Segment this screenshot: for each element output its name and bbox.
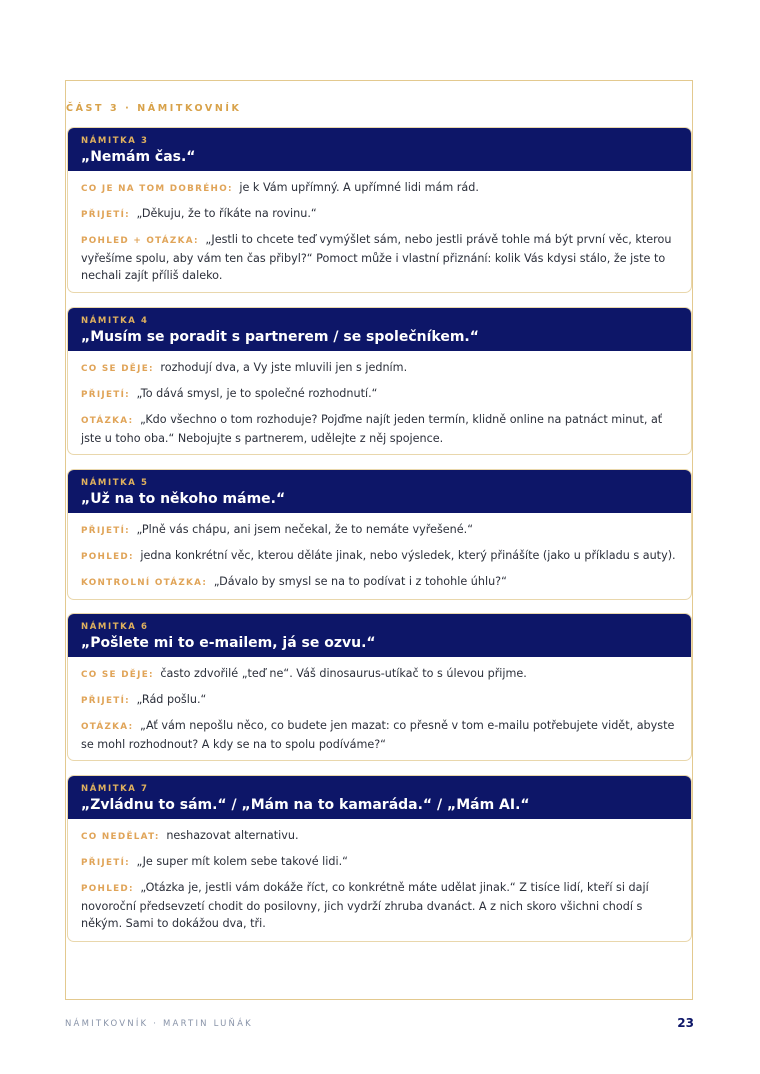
card-header — [68, 776, 691, 819]
row-label: PŘIJETÍ: — [81, 858, 130, 868]
row-label: OTÁZKA: — [81, 416, 134, 426]
card-body — [68, 171, 691, 293]
row-text: „Je super mít kolem sebe takové lidi.“ — [136, 855, 348, 868]
card-row — [81, 179, 678, 198]
row-label: PŘIJETÍ: — [81, 696, 130, 706]
row-label: POHLED: — [81, 884, 134, 894]
card-number: NÁMITKA 5 — [81, 478, 149, 488]
row-text: je k Vám upřímný. A upřímné lidi mám rád. — [239, 181, 479, 194]
row-text: rozhodují dva, a Vy jste mluvili jen s jedním. — [160, 361, 408, 374]
row-label: POHLED: — [81, 552, 134, 562]
row-text: „Dávalo by smysl se na to podívat i z tohohle úhlu?“ — [213, 575, 507, 588]
card-row — [81, 665, 678, 684]
row-text: „Kdo všechno o tom rozhoduje? Pojďme najít jeden termín, klidně online na patnáct minut, ať jste u toho oba.“ Nebojujte s partnerem, udělejte z něj spojence. — [81, 413, 663, 445]
card-title: „Pošlete mi to e-mailem, já se ozvu.“ — [81, 635, 376, 651]
card-header — [68, 308, 691, 351]
card-number: NÁMITKA 6 — [81, 622, 149, 632]
card-row — [81, 573, 678, 592]
row-label: CO NEDĚLAT: — [81, 832, 160, 842]
row-label: KONTROLNÍ OTÁZKA: — [81, 578, 208, 588]
card-row — [81, 359, 678, 378]
card-body — [68, 819, 691, 942]
row-label: CO SE DĚJE: — [81, 670, 154, 680]
footer-credit: NÁMITKOVNÍK · MARTIN LUŇÁK — [65, 1019, 253, 1029]
card-row — [81, 879, 678, 932]
card-number: NÁMITKA 3 — [81, 136, 149, 146]
row-label: POHLED + OTÁZKA: — [81, 236, 199, 246]
row-label: PŘIJETÍ: — [81, 210, 130, 220]
row-label: CO SE DĚJE: — [81, 364, 154, 374]
card-header — [68, 128, 691, 171]
card-row — [81, 827, 678, 846]
row-text: „Děkuju, že to říkáte na rovinu.“ — [136, 207, 317, 220]
row-label: CO JE NA TOM DOBRÉHO: — [81, 184, 233, 194]
section-label: ČÁST 3 · NÁMITKOVNÍK — [66, 103, 242, 114]
card-header — [68, 470, 691, 513]
row-text: „Jestli to chcete teď vymýšlet sám, nebo jestli právě tohle má být první věc, kterou vyřešíme spolu, aby vám ten čas přibyl?“ Pomoct může i vlastní přiznání: kolik Vás kdysi stálo, že jste to nechali zajít příliš daleko. — [81, 233, 672, 282]
row-text: „Otázka je, jestli vám dokáže říct, co konkrétně máte udělat jinak.“ Z tisíce lidí, kteří si dají novoroční předsevzetí chodit do posilovny, jich vydrží zhruba dvanáct. A z nich skoro všichni chodí s někým. Sami to dokážou dva, tři. — [81, 881, 649, 930]
card-row — [81, 691, 678, 710]
objection-card-6 — [67, 613, 692, 761]
objection-card-4 — [67, 307, 692, 455]
card-row — [81, 717, 678, 753]
objection-card-5 — [67, 469, 692, 600]
row-text: „To dává smysl, je to společné rozhodnutí.“ — [136, 387, 378, 400]
card-number: NÁMITKA 7 — [81, 784, 149, 794]
card-row — [81, 385, 678, 404]
objection-card-7 — [67, 775, 692, 942]
row-label: PŘIJETÍ: — [81, 390, 130, 400]
card-body — [68, 513, 691, 600]
card-title: „Zvládnu to sám.“ / „Mám na to kamaráda.“ / „Mám AI.“ — [81, 797, 530, 813]
card-row — [81, 853, 678, 872]
card-title: „Musím se poradit s partnerem / se společníkem.“ — [81, 329, 479, 345]
row-text: často zdvořilé „teď ne“. Váš dinosaurus-utíkač to s úlevou přijme. — [160, 667, 527, 680]
card-row — [81, 231, 678, 284]
row-text: „Plně vás chápu, ani jsem nečekal, že to nemáte vyřešené.“ — [136, 523, 473, 536]
card-number: NÁMITKA 4 — [81, 316, 149, 326]
row-label: PŘIJETÍ: — [81, 526, 130, 536]
row-text: jedna konkrétní věc, kterou děláte jinak, nebo výsledek, který přinášíte (jako u příkladu s auty). — [140, 549, 676, 562]
row-label: OTÁZKA: — [81, 722, 134, 732]
card-body — [68, 657, 691, 761]
row-text: neshazovat alternativu. — [166, 829, 299, 842]
row-text: „Rád pošlu.“ — [136, 693, 207, 706]
card-row — [81, 521, 678, 540]
card-title: „Nemám čas.“ — [81, 149, 196, 165]
card-row — [81, 411, 678, 447]
card-title: „Už na to někoho máme.“ — [81, 491, 286, 507]
page-number: 23 — [677, 1016, 694, 1030]
objection-card-3 — [67, 127, 692, 293]
card-header — [68, 614, 691, 657]
card-body — [68, 351, 691, 455]
row-text: „Ať vám nepošlu něco, co budete jen mazat: co přesně v tom e-mailu potřebujete vidět, abyste se mohl rozhodnout? A kdy se na to spolu podíváme?“ — [81, 719, 675, 751]
card-row — [81, 547, 678, 566]
card-row — [81, 205, 678, 224]
